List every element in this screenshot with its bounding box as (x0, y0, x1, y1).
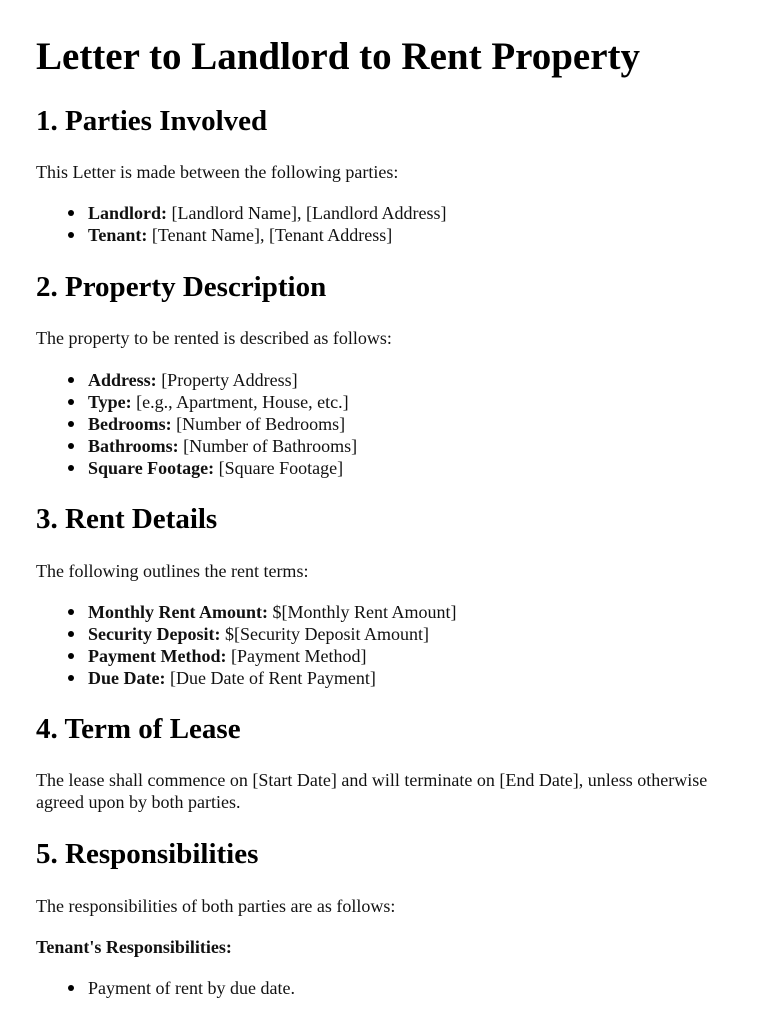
item-value: [Due Date of Rent Payment] (165, 668, 376, 688)
item-label: Landlord: (88, 203, 168, 223)
item-value: [e.g., Apartment, House, etc.] (131, 392, 349, 412)
document-title: Letter to Landlord to Rent Property (36, 35, 641, 78)
list-item: Payment of rent by due date. (36, 977, 295, 999)
item-value: [Square Footage] (214, 458, 344, 478)
list-item (36, 623, 457, 645)
item-label: Monthly Rent Amount: (88, 602, 269, 622)
section-heading-property: 2. Property Description (36, 271, 327, 303)
list-item (36, 667, 457, 689)
item-label: Square Footage: (88, 458, 215, 478)
list-item (36, 435, 357, 457)
item-label: Bathrooms: (88, 436, 179, 456)
item-label: Due Date: (88, 668, 166, 688)
list-item (36, 224, 446, 246)
list-item (36, 369, 357, 391)
item-label: Payment Method: (88, 646, 227, 666)
item-value: [Tenant Name], [Tenant Address] (147, 225, 393, 245)
item-value: [Landlord Name], [Landlord Address] (167, 203, 447, 223)
list-item (36, 601, 457, 623)
item-value: $[Security Deposit Amount] (220, 624, 429, 644)
item-label: Tenant: (88, 225, 148, 245)
parties-intro: This Letter is made between the following parties: (36, 162, 399, 182)
item-label: Address: (88, 370, 157, 390)
section-heading-responsibilities: 5. Responsibilities (36, 838, 259, 870)
section-heading-parties: 1. Parties Involved (36, 105, 268, 137)
term-body: The lease shall commence on [Start Date] and will terminate on [End Date], unless otherwise agreed upon by both parties. (36, 770, 708, 812)
item-value: [Property Address] (156, 370, 298, 390)
item-label: Security Deposit: (88, 624, 221, 644)
rent-intro: The following outlines the rent terms: (36, 561, 309, 581)
item-value: [Number of Bedrooms] (171, 414, 346, 434)
item-value: $[Monthly Rent Amount] (268, 602, 457, 622)
list-item (36, 391, 357, 413)
section-heading-term: 4. Term of Lease (36, 713, 241, 745)
list-item (36, 457, 357, 479)
item-value: [Number of Bathrooms] (178, 436, 358, 456)
parties-list (36, 202, 446, 246)
tenant-responsibilities-list (36, 977, 295, 999)
item-value: [Payment Method] (226, 646, 367, 666)
list-item (36, 645, 457, 667)
item-label: Type: (88, 392, 132, 412)
section-heading-rent: 3. Rent Details (36, 503, 218, 535)
rent-list (36, 601, 457, 689)
list-item (36, 202, 446, 224)
property-list (36, 369, 357, 479)
property-intro: The property to be rented is described as follows: (36, 328, 392, 348)
responsibilities-intro: The responsibilities of both parties are as follows: (36, 896, 396, 916)
list-item (36, 413, 357, 435)
item-label: Bedrooms: (88, 414, 172, 434)
tenant-responsibilities-heading: Tenant's Responsibilities: (36, 937, 232, 957)
